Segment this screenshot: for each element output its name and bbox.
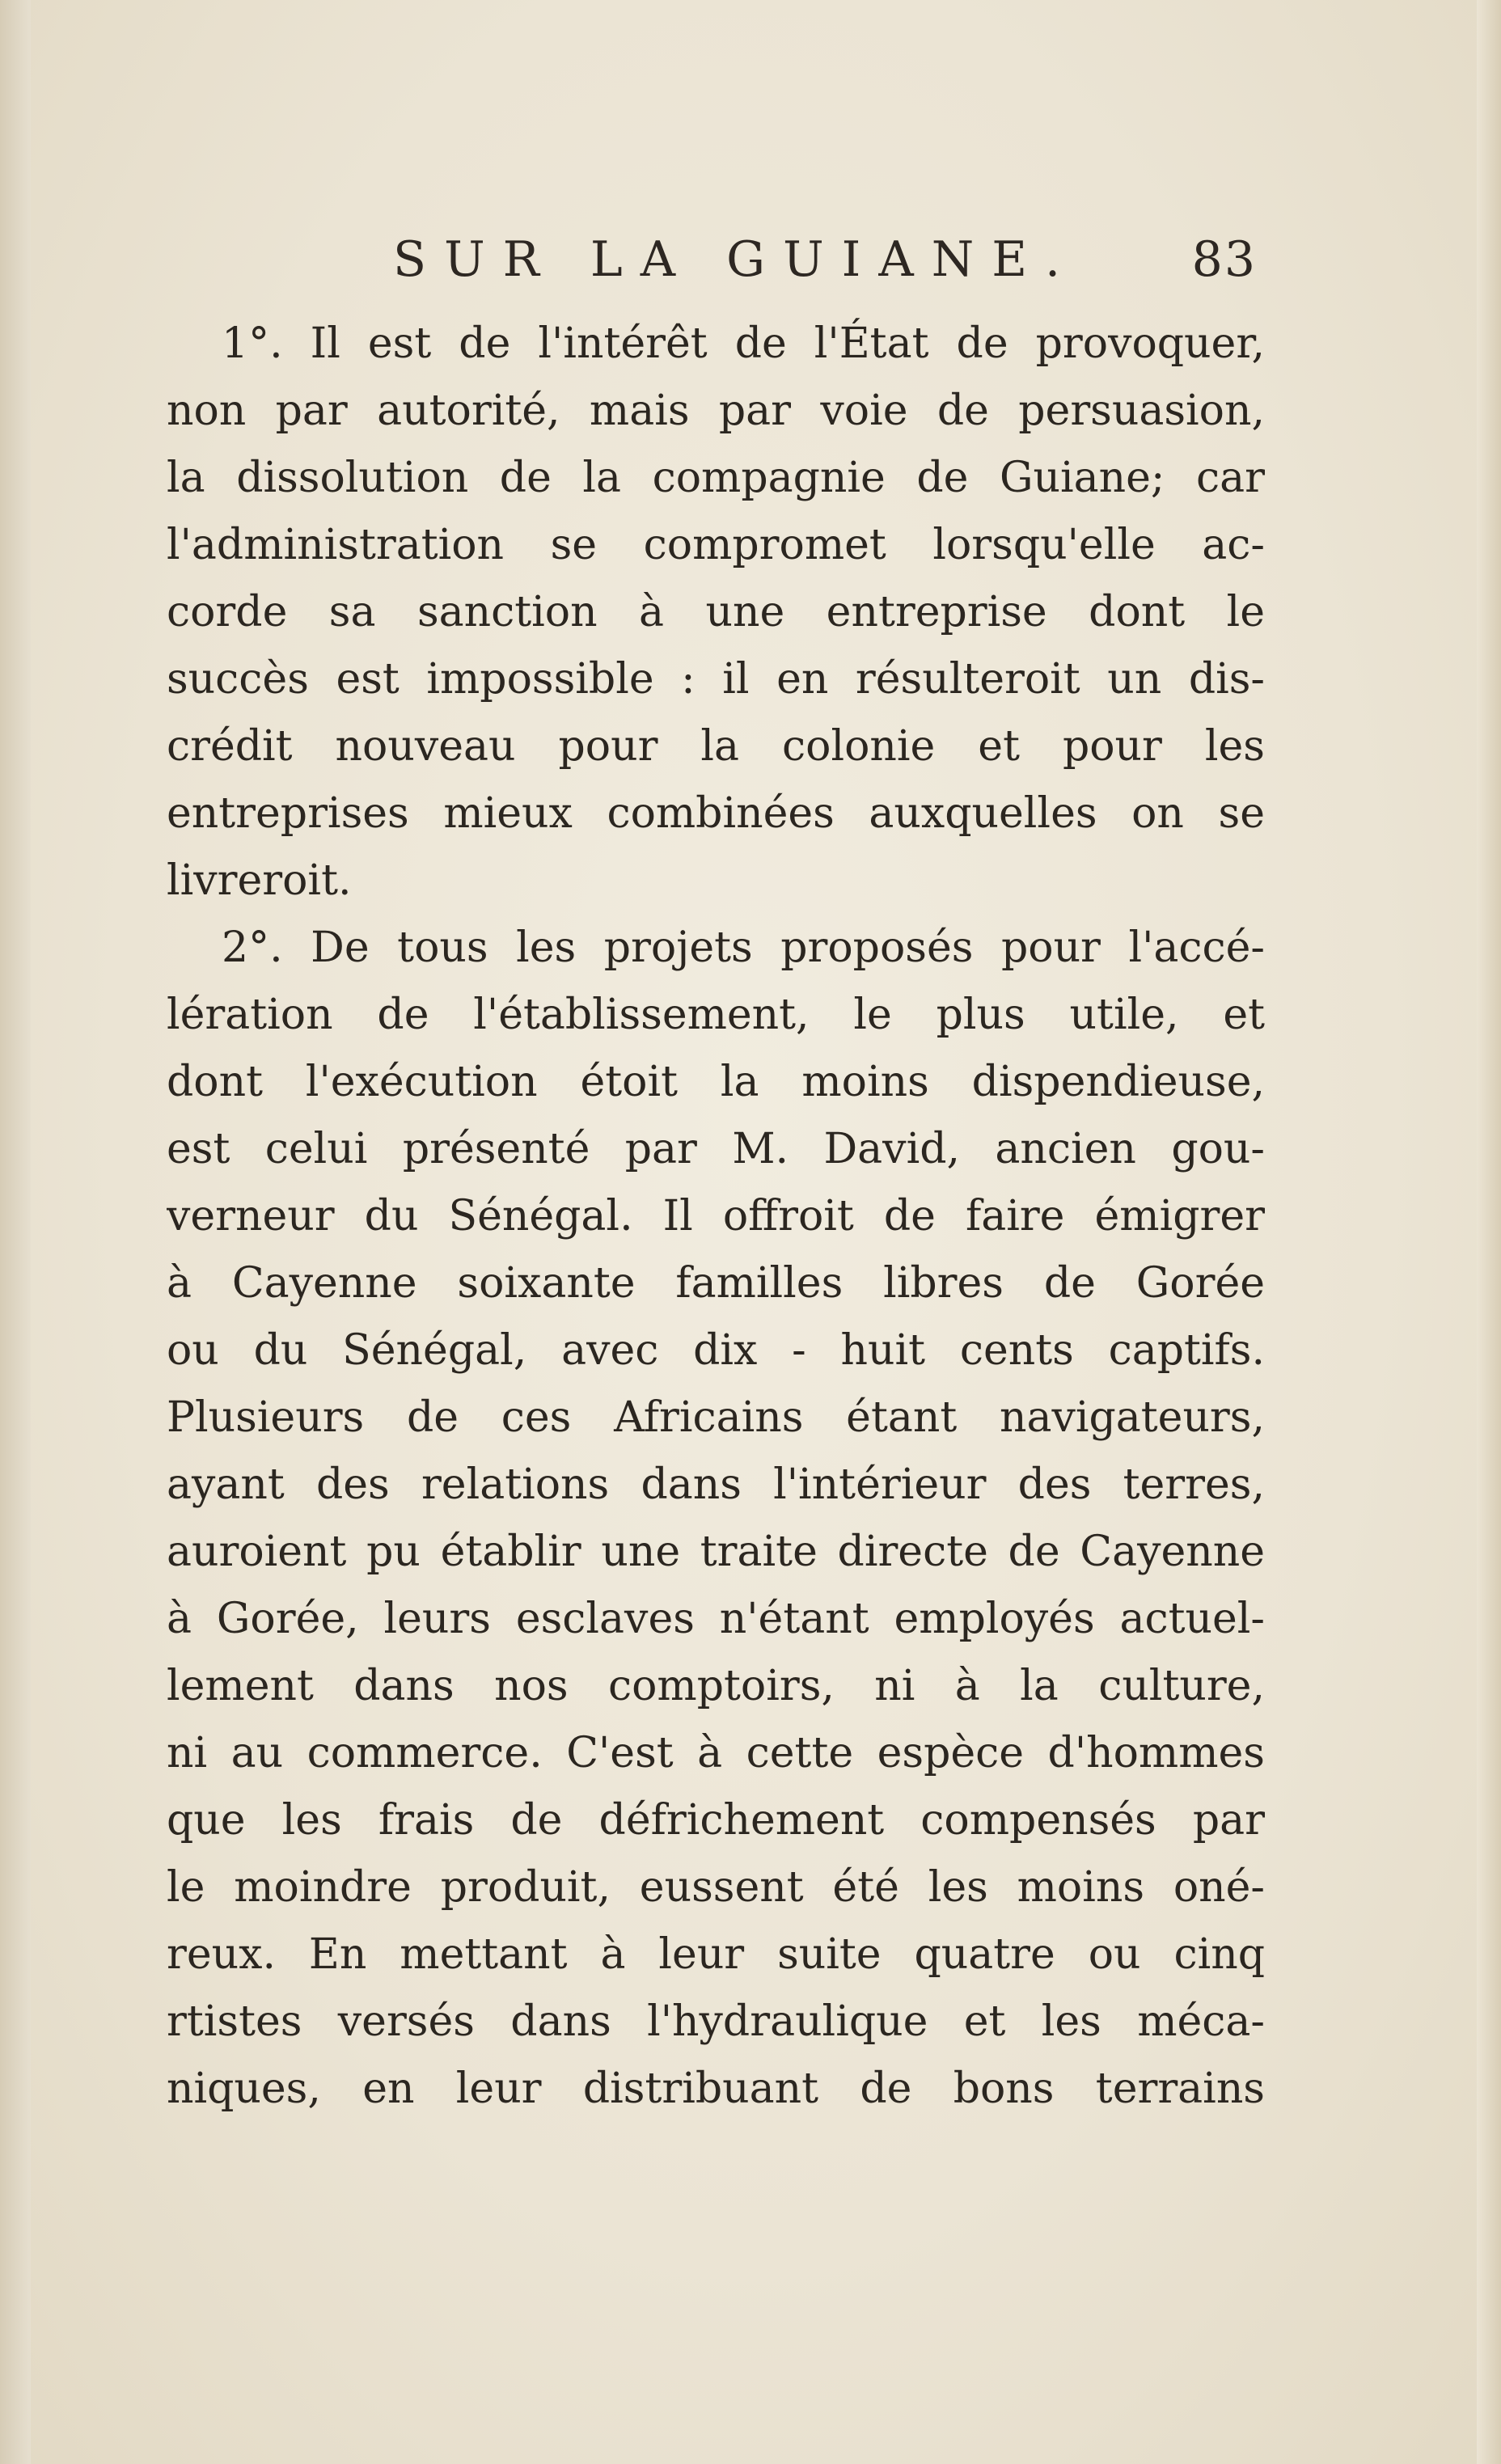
- text-line: lération de l'établissement, le plus utile, et: [167, 991, 1265, 1039]
- page-left-edge: [0, 0, 31, 2464]
- text-line: corde sa sanction à une entreprise dont le: [167, 588, 1265, 636]
- text-line: 1°. Il est de l'intérêt de l'État de provoquer,: [222, 319, 1265, 368]
- text-line: l'administration se compromet lorsqu'elle ac-: [167, 521, 1265, 569]
- text-line: ou du Sénégal, avec dix - huit cents captifs.: [167, 1326, 1265, 1375]
- text-line: ni au commerce. C'est à cette espèce d'hommes: [167, 1729, 1265, 1777]
- text-line: succès est impossible : il en résulteroit un dis-: [167, 655, 1265, 704]
- text-line: auroient pu établir une traite directe de Cayenne: [167, 1528, 1265, 1576]
- text-line: à Gorée, leurs esclaves n'étant employés actuel-: [167, 1595, 1265, 1643]
- page-number: 83: [1191, 231, 1257, 288]
- text-line: ayant des relations dans l'intérieur des terres,: [167, 1460, 1265, 1509]
- text-line: dont l'exécution étoit la moins dispendieuse,: [167, 1058, 1265, 1106]
- text-line: que les frais de défrichement compensés par: [167, 1796, 1265, 1845]
- text-line: 2°. De tous les projets proposés pour l'accé-: [222, 923, 1265, 972]
- text-line: livreroit.: [167, 856, 352, 905]
- running-head-title: SUR LA GUIANE.: [393, 231, 1079, 288]
- text-line: crédit nouveau pour la colonie et pour les: [167, 722, 1265, 771]
- page-right-edge: [1477, 0, 1501, 2464]
- text-line: entreprises mieux combinées auxquelles on se: [167, 789, 1265, 838]
- text-line: à Cayenne soixante familles libres de Gorée: [167, 1259, 1265, 1308]
- running-header: [167, 231, 1265, 296]
- text-line: lement dans nos comptoirs, ni à la culture,: [167, 1662, 1265, 1710]
- text-line: reux. En mettant à leur suite quatre ou cinq: [167, 1930, 1265, 1979]
- text-line: est celui présenté par M. David, ancien gou-: [167, 1125, 1265, 1173]
- text-line: rtistes versés dans l'hydraulique et les méca-: [167, 1997, 1265, 2046]
- text-line: la dissolution de la compagnie de Guiane; car: [167, 454, 1265, 502]
- text-line: Plusieurs de ces Africains étant navigateurs,: [167, 1393, 1265, 1442]
- text-line: niques, en leur distribuant de bons terrains: [167, 2065, 1265, 2113]
- text-line: verneur du Sénégal. Il offroit de faire émigrer: [167, 1192, 1265, 1240]
- text-line: le moindre produit, eussent été les moins oné-: [167, 1863, 1265, 1912]
- body-text: [167, 311, 1265, 2123]
- text-line: non par autorité, mais par voie de persuasion,: [167, 387, 1265, 435]
